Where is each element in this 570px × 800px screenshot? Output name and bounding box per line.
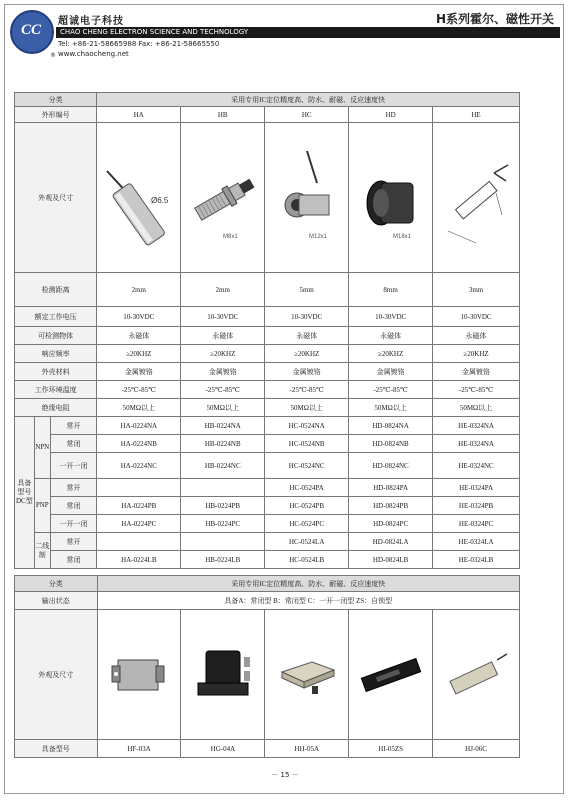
model-number: HD-0824PB (349, 497, 433, 515)
model-cell: HB (181, 107, 265, 123)
model-cell: HE (433, 107, 520, 123)
model-number: HB-0224PB (181, 497, 265, 515)
spec-value: ≥20KHZ (433, 345, 520, 363)
spec-value: 50MΩ以上 (181, 399, 265, 417)
model-number: HE-0324LA (433, 533, 520, 551)
spec-value: 10-30VDC (265, 307, 349, 327)
spec-value: 永磁体 (181, 327, 265, 345)
model-number: HA-0224NC (97, 453, 181, 479)
product-image-hh (265, 610, 349, 740)
pnp-label: PNP (34, 479, 50, 533)
category-label: 分类 (15, 576, 98, 592)
product-image-hb (181, 123, 265, 273)
spec-value: 10-30VDC (97, 307, 181, 327)
spec-value: -25℃-85℃ (349, 381, 433, 399)
model-number: HB-0224NA (181, 417, 265, 435)
model-number: HB-0224NC (181, 453, 265, 479)
model-number: HE-0324PA (433, 479, 520, 497)
model-number: HD-0824NB (349, 435, 433, 453)
product-image-he (433, 123, 520, 273)
model-number: HD-0824PA (349, 479, 433, 497)
spec-value: 金属镀铬 (97, 363, 181, 381)
model-number: HE-0324NC (433, 453, 520, 479)
spec-value: 金属镀铬 (265, 363, 349, 381)
spec-value: 永磁体 (433, 327, 520, 345)
category-value: 采用专用IC定位精度高、防水、耐磁、反应速度快 (97, 93, 520, 107)
switch-hj-image (441, 640, 511, 710)
spec-value: 10-30VDC (181, 307, 265, 327)
model-label: 外形编号 (15, 107, 97, 123)
spec-label: 工作环境温度 (15, 381, 97, 399)
sensor-hb-image (183, 143, 263, 253)
hall-sensor-spec-table (14, 92, 520, 569)
model-number: HA-0224PB (97, 497, 181, 515)
model-number: HC-0524PB (265, 497, 349, 515)
registered-mark: ® (50, 52, 56, 59)
spec-label: 外壳材料 (15, 363, 97, 381)
shape-label: 外观及尺寸 (15, 610, 98, 740)
output-type: 常闭 (50, 551, 97, 569)
spec-label: 额定工作电压 (15, 307, 97, 327)
product-image-hc (265, 123, 349, 273)
model-number (97, 533, 181, 551)
model-number (181, 533, 265, 551)
website-link[interactable]: www.chaocheng.net (58, 50, 129, 58)
model-number: HC-0524NA (265, 417, 349, 435)
model-cell: HA (97, 107, 181, 123)
sensor-hd-image (351, 143, 431, 253)
model-number: HC-0524NB (265, 435, 349, 453)
switch-hg-image (188, 635, 258, 715)
spec-value: ≥20KHZ (97, 345, 181, 363)
shape-label: 外观及尺寸 (15, 123, 97, 273)
model-number: HD-0824NA (349, 417, 433, 435)
spec-value: 50MΩ以上 (349, 399, 433, 417)
output-state-value: 具备A：常闭型 B：常闭型 C：一开一闭型 ZS：自锁型 (97, 592, 519, 610)
company-name-en: CHAO CHENG ELECTRON SCIENCE AND TECHNOLOGY (60, 28, 249, 36)
spec-value: 10-30VDC (349, 307, 433, 327)
page-header (8, 8, 560, 78)
spec-label: 可检测物体 (15, 327, 97, 345)
category-label: 分类 (15, 93, 97, 107)
model-number: HB-0224NB (181, 435, 265, 453)
spec-label: 绝缘电阻 (15, 399, 97, 417)
models-label: 具备型号 (15, 740, 98, 758)
spec-value: ≥20KHZ (181, 345, 265, 363)
model-number (181, 479, 265, 497)
sensor-ha-image (99, 143, 179, 253)
svg-text:Ø6.5: Ø6.5 (150, 195, 169, 205)
spec-value: 50MΩ以上 (97, 399, 181, 417)
model-cell: HC (265, 107, 349, 123)
model-number: HA-0224LB (97, 551, 181, 569)
model-number: HC-0524PA (265, 479, 349, 497)
output-type: 一开一闭 (50, 515, 97, 533)
model-number: HA-0224NA (97, 417, 181, 435)
spec-value: -25℃-85℃ (97, 381, 181, 399)
sensor-hc-image (267, 143, 347, 253)
output-type: 常开 (50, 533, 97, 551)
product-image-hj (433, 610, 520, 740)
magnetic-switch-table (14, 575, 520, 758)
product-image-hd (349, 123, 433, 273)
output-type: 常开 (50, 479, 97, 497)
spec-value: 5mm (265, 273, 349, 307)
spec-value: 金属镀铬 (433, 363, 520, 381)
company-name-cn: 超诚电子科技 (58, 16, 124, 27)
model-number: HI-05ZS (349, 740, 433, 758)
model-number: HB-0224PC (181, 515, 265, 533)
spec-value: 10-30VDC (433, 307, 520, 327)
spec-label: 检测距离 (15, 273, 97, 307)
company-logo: CC (10, 10, 54, 54)
model-number: HA-0224NB (97, 435, 181, 453)
model-number: HF-03A (97, 740, 181, 758)
model-number: HE-0324LB (433, 551, 520, 569)
svg-text:M12x1: M12x1 (308, 233, 327, 240)
model-number: HC-0524PC (265, 515, 349, 533)
spec-value: 2mm (181, 273, 265, 307)
model-number: HE-0324NA (433, 417, 520, 435)
output-type: 常闭 (50, 435, 97, 453)
model-number: HH-05A (265, 740, 349, 758)
spec-value: 金属镀铬 (349, 363, 433, 381)
page-number: － 15 － (271, 771, 299, 779)
spec-value: 金属镀铬 (181, 363, 265, 381)
npn-label: NPN (34, 417, 50, 479)
spec-value: 3mm (433, 273, 520, 307)
model-number: HJ-06C (433, 740, 520, 758)
spec-value: 永磁体 (97, 327, 181, 345)
model-group-label: 具备型号DC型 (15, 417, 35, 569)
svg-text:M8x1: M8x1 (222, 233, 238, 240)
page-title: H系列霍尔、磁性开关 (435, 12, 554, 26)
model-number: HC-0524LA (265, 533, 349, 551)
model-cell: HD (349, 107, 433, 123)
spec-value: -25℃-85℃ (265, 381, 349, 399)
product-image-hg (181, 610, 265, 740)
spec-value: 50MΩ以上 (265, 399, 349, 417)
contact-info: Tel: +86-21-58665988 Fax: +86-21-58665550 (58, 40, 220, 48)
model-number: HD-0824LA (349, 533, 433, 551)
model-number (97, 479, 181, 497)
category-value: 采用专用IC定位精度高、防水、耐磁、反应速度快 (97, 576, 519, 592)
model-number: HE-0324NA (433, 435, 520, 453)
product-image-ha (97, 123, 181, 273)
model-number: HC-0524NC (265, 453, 349, 479)
model-number: HA-0224PC (97, 515, 181, 533)
product-image-hi (349, 610, 433, 740)
model-number: HB-0224LB (181, 551, 265, 569)
model-number: HD-0824LB (349, 551, 433, 569)
switch-hi-image (356, 640, 426, 710)
output-type: 常闭 (50, 497, 97, 515)
output-type: 一开一闭 (50, 453, 97, 479)
model-number: HG-04A (181, 740, 265, 758)
switch-hh-image (272, 640, 342, 710)
spec-value: 永磁体 (265, 327, 349, 345)
svg-text:M18x1: M18x1 (392, 233, 411, 240)
spec-value: -25℃-85℃ (433, 381, 520, 399)
output-type: 常开 (50, 417, 97, 435)
model-number: HD-0824NC (349, 453, 433, 479)
two-wire-label: 二线制 (34, 533, 50, 569)
model-number: HE-0324PB (433, 497, 520, 515)
spec-value: ≥20KHZ (349, 345, 433, 363)
spec-value: 2mm (97, 273, 181, 307)
sensor-he-image (436, 143, 516, 253)
switch-hf-image (104, 640, 174, 710)
spec-value: 8mm (349, 273, 433, 307)
spec-value: -25℃-85℃ (181, 381, 265, 399)
product-image-hf (97, 610, 181, 740)
spec-value: ≥20KHZ (265, 345, 349, 363)
spec-label: 响应频率 (15, 345, 97, 363)
model-number: HE-0324PC (433, 515, 520, 533)
model-number: HD-0824PC (349, 515, 433, 533)
spec-value: 永磁体 (349, 327, 433, 345)
model-number: HC-0524LB (265, 551, 349, 569)
output-state-label: 输出状态 (15, 592, 98, 610)
spec-value: 50MΩ以上 (433, 399, 520, 417)
